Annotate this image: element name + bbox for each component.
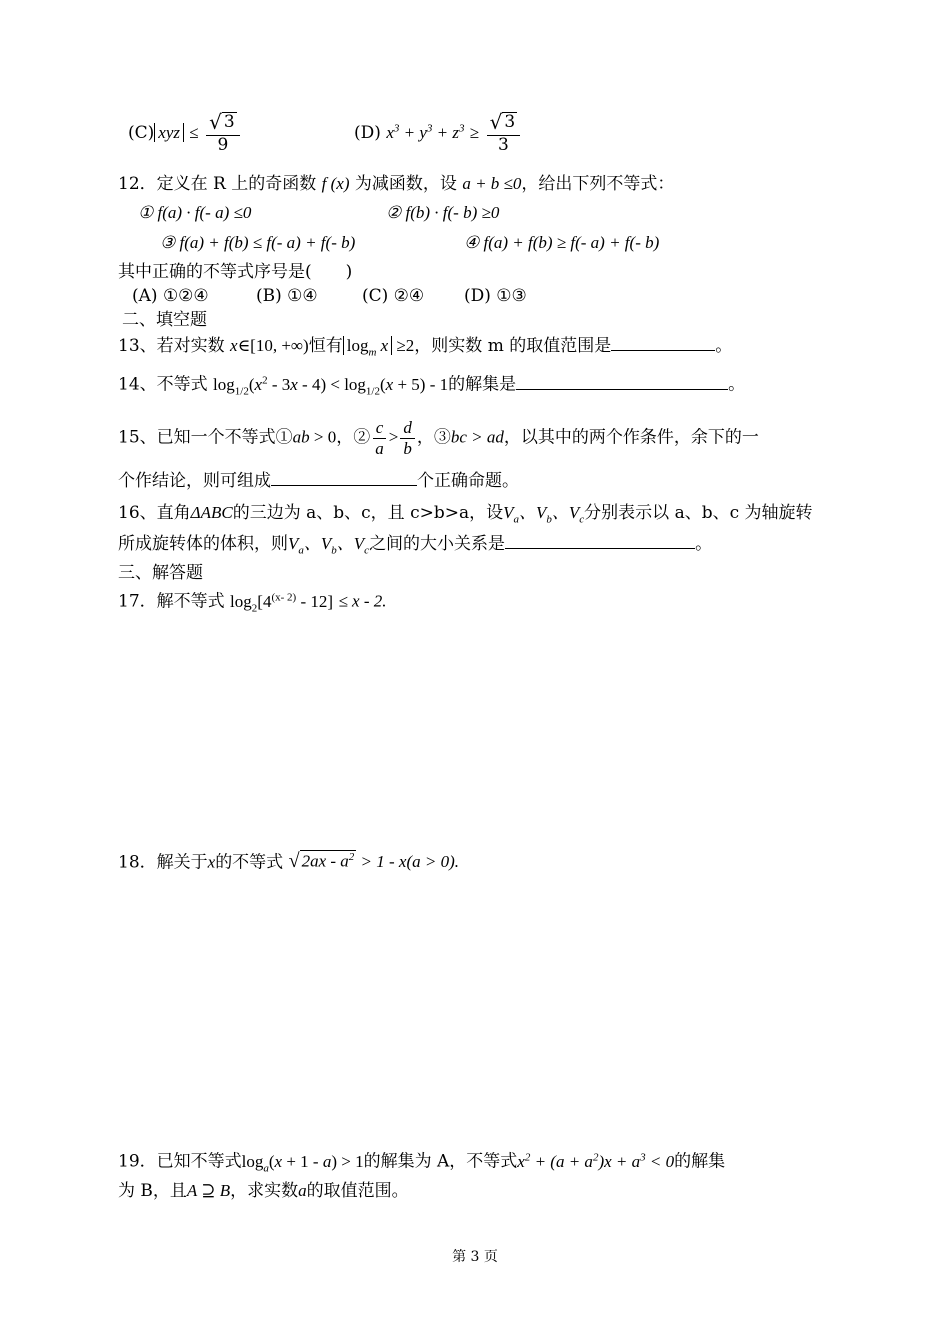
q19-post: 的解集 [674, 1151, 726, 1172]
q19-line2b: ，求实数 [230, 1181, 299, 1201]
q19-quad: $x^2 + (a + a^2)x + a^3 < 0$ [517, 1151, 675, 1171]
q16-post: 分别表示以 a、b、c 为轴旋转 [584, 503, 813, 523]
q11-optD-num: 3 [504, 112, 516, 133]
q17 [118, 591, 386, 615]
q14-pre: 14、不等式 [118, 374, 208, 395]
q15-post: ，以其中的两个作条件，余下的一 [503, 427, 759, 448]
q13-mid: 恒有 [308, 336, 343, 356]
q18-x: x [207, 852, 216, 872]
q16-vols: $V_a$、$V_b$、$V_c$ [503, 503, 585, 526]
q14-end: 。 [728, 374, 746, 395]
q12-cond: a + b ≤0 [462, 174, 522, 193]
q12-fx: f (x) [321, 174, 350, 193]
q16-line1 [118, 503, 813, 527]
q11-optC-frac: √ 3 9 [206, 112, 240, 155]
q11-optC-rel: ≤ [189, 123, 199, 143]
q11-optD-den: 3 [498, 134, 509, 155]
q19-pre: 19．已知不等式 [118, 1151, 242, 1172]
q15-gt: > [388, 427, 399, 447]
q14 [118, 374, 745, 398]
q17-pre: 17．解不等式 [118, 591, 225, 612]
q19-subset: A ⊇ B [186, 1181, 231, 1200]
q15-line2a: 个作结论，则可组成 [118, 471, 271, 491]
q15-cond1: ab [292, 427, 310, 447]
q19-line2c: 的取值范围。 [306, 1181, 409, 1201]
q16-pre: 16、直角 [118, 503, 191, 523]
q12-stem [118, 174, 674, 194]
q15-c2: ，② [336, 427, 371, 448]
q12-choiceD: (D) ①③ [464, 286, 527, 306]
q12-choiceC: (C) ②④ [362, 286, 425, 306]
q16-triangle: ΔABC [190, 503, 233, 522]
q13-pre: 13、若对实数 [118, 336, 225, 356]
q15-pre: 15、已知一个不等式① [118, 427, 293, 448]
q13-log: $\log_m x$ [343, 336, 392, 355]
q14-lhs: $\log_{1/2}(x^2 - 3x - 4) < \log_{1/2}(x + 5) - 1$ [213, 374, 449, 398]
q18-expr: √ $2ax - a^2$ > 1 - x(a > 0). [288, 850, 460, 873]
q13-blank[interactable] [611, 336, 715, 351]
q19-line2 [118, 1181, 409, 1201]
q12-ineq4: ④ f(a) + f(b) ≥ f(- a) + f(- b) [464, 233, 660, 252]
q16-vols2: $V_a$、$V_b$、$V_c$ [288, 534, 370, 557]
q15-cond1-rel: > 0 [309, 427, 337, 447]
q15-c3: ，③ [416, 427, 451, 448]
q12-ineq1: ① f(a) · f(- a) ≤0 [138, 203, 252, 222]
q16-line2b: 之间的大小关系是 [369, 534, 506, 554]
q12-ineq2: ② f(b) · f(- b) ≥0 [386, 203, 500, 222]
q11-optC-expr: xyz [154, 123, 184, 142]
q19-mid: 的解集为 A，不等式 [363, 1151, 518, 1172]
q11-optC-num: 3 [223, 112, 235, 133]
q11-optD-expr: $x^3 + y^3 + z^3$ [386, 122, 465, 143]
q16-line2 [118, 534, 712, 558]
q16-mid: 的三边为 a、b、c，且 c>b>a，设 [232, 503, 504, 523]
q18 [118, 850, 459, 873]
q16-end: 。 [695, 534, 713, 554]
q12-choiceA: (A) ①②④ [132, 286, 209, 306]
q14-blank[interactable] [516, 375, 728, 390]
q11-optC-label: (C) [128, 123, 155, 144]
q13-end: 。 [715, 336, 733, 356]
q17-rhs: ≤ x - 2. [338, 591, 387, 611]
section2-heading: 二、填空题 [122, 310, 207, 330]
q16-blank[interactable] [505, 534, 695, 549]
q19-line2a: 为 B，且 [118, 1181, 187, 1201]
q12-stem-b: 为减函数，设 [354, 174, 457, 194]
q11-options [128, 112, 242, 155]
q11-optD-rel: ≥ [469, 123, 480, 143]
q11-optD-frac: √ 3 3 [487, 112, 521, 155]
q15-blank[interactable] [271, 471, 417, 486]
q15-line2 [118, 471, 519, 491]
q19-log: $\log_a(x + 1 - a) > 1$ [241, 1151, 364, 1175]
q19-a: a [298, 1181, 307, 1200]
q13-rhs: ≥2 [392, 336, 415, 355]
q12-ineq3: ③ f(a) + f(b) ≤ f(- a) + f(- b) [160, 233, 356, 252]
q15-cond3: bc > ad [450, 427, 504, 447]
q15-line1 [118, 418, 759, 458]
q12-choiceB: (B) ①④ [256, 286, 318, 306]
q13-interval: ∈[10, +∞) [237, 336, 309, 355]
q12-stem-a: 12．定义在 R 上的奇函数 [118, 174, 317, 194]
page-footer: 第 3 页 [452, 1249, 498, 1265]
q15-frac-d-b: $\frac{d}{b}$ [400, 418, 415, 458]
q15-line2b: 个正确命题。 [417, 471, 519, 491]
q12-ask: 其中正确的不等式序号是( ) [118, 262, 353, 282]
q16-line2a: 所成旋转体的体积，则 [118, 534, 288, 554]
q13-x: x [230, 336, 238, 355]
q12-stem-c: ，给出下列不等式： [521, 174, 675, 194]
q13 [118, 336, 732, 360]
q19-line1 [118, 1151, 725, 1175]
q13-post: ，则实数 m 的取值范围是 [414, 336, 612, 356]
q11-optC-den: 9 [217, 134, 229, 155]
q11-optD-label: (D) [354, 123, 381, 144]
q18-pre: 18．解关于 [118, 852, 208, 873]
q17-lhs: $\log_2[4^{(x- 2)} - 12]$ [230, 591, 334, 615]
q14-post: 的解集是 [448, 374, 517, 395]
q15-frac-c-a: $\frac{c}{a}$ [372, 418, 387, 458]
q18-mid: 的不等式 [215, 852, 284, 873]
q11-optD [354, 112, 522, 155]
section3-heading: 三、解答题 [118, 563, 203, 583]
